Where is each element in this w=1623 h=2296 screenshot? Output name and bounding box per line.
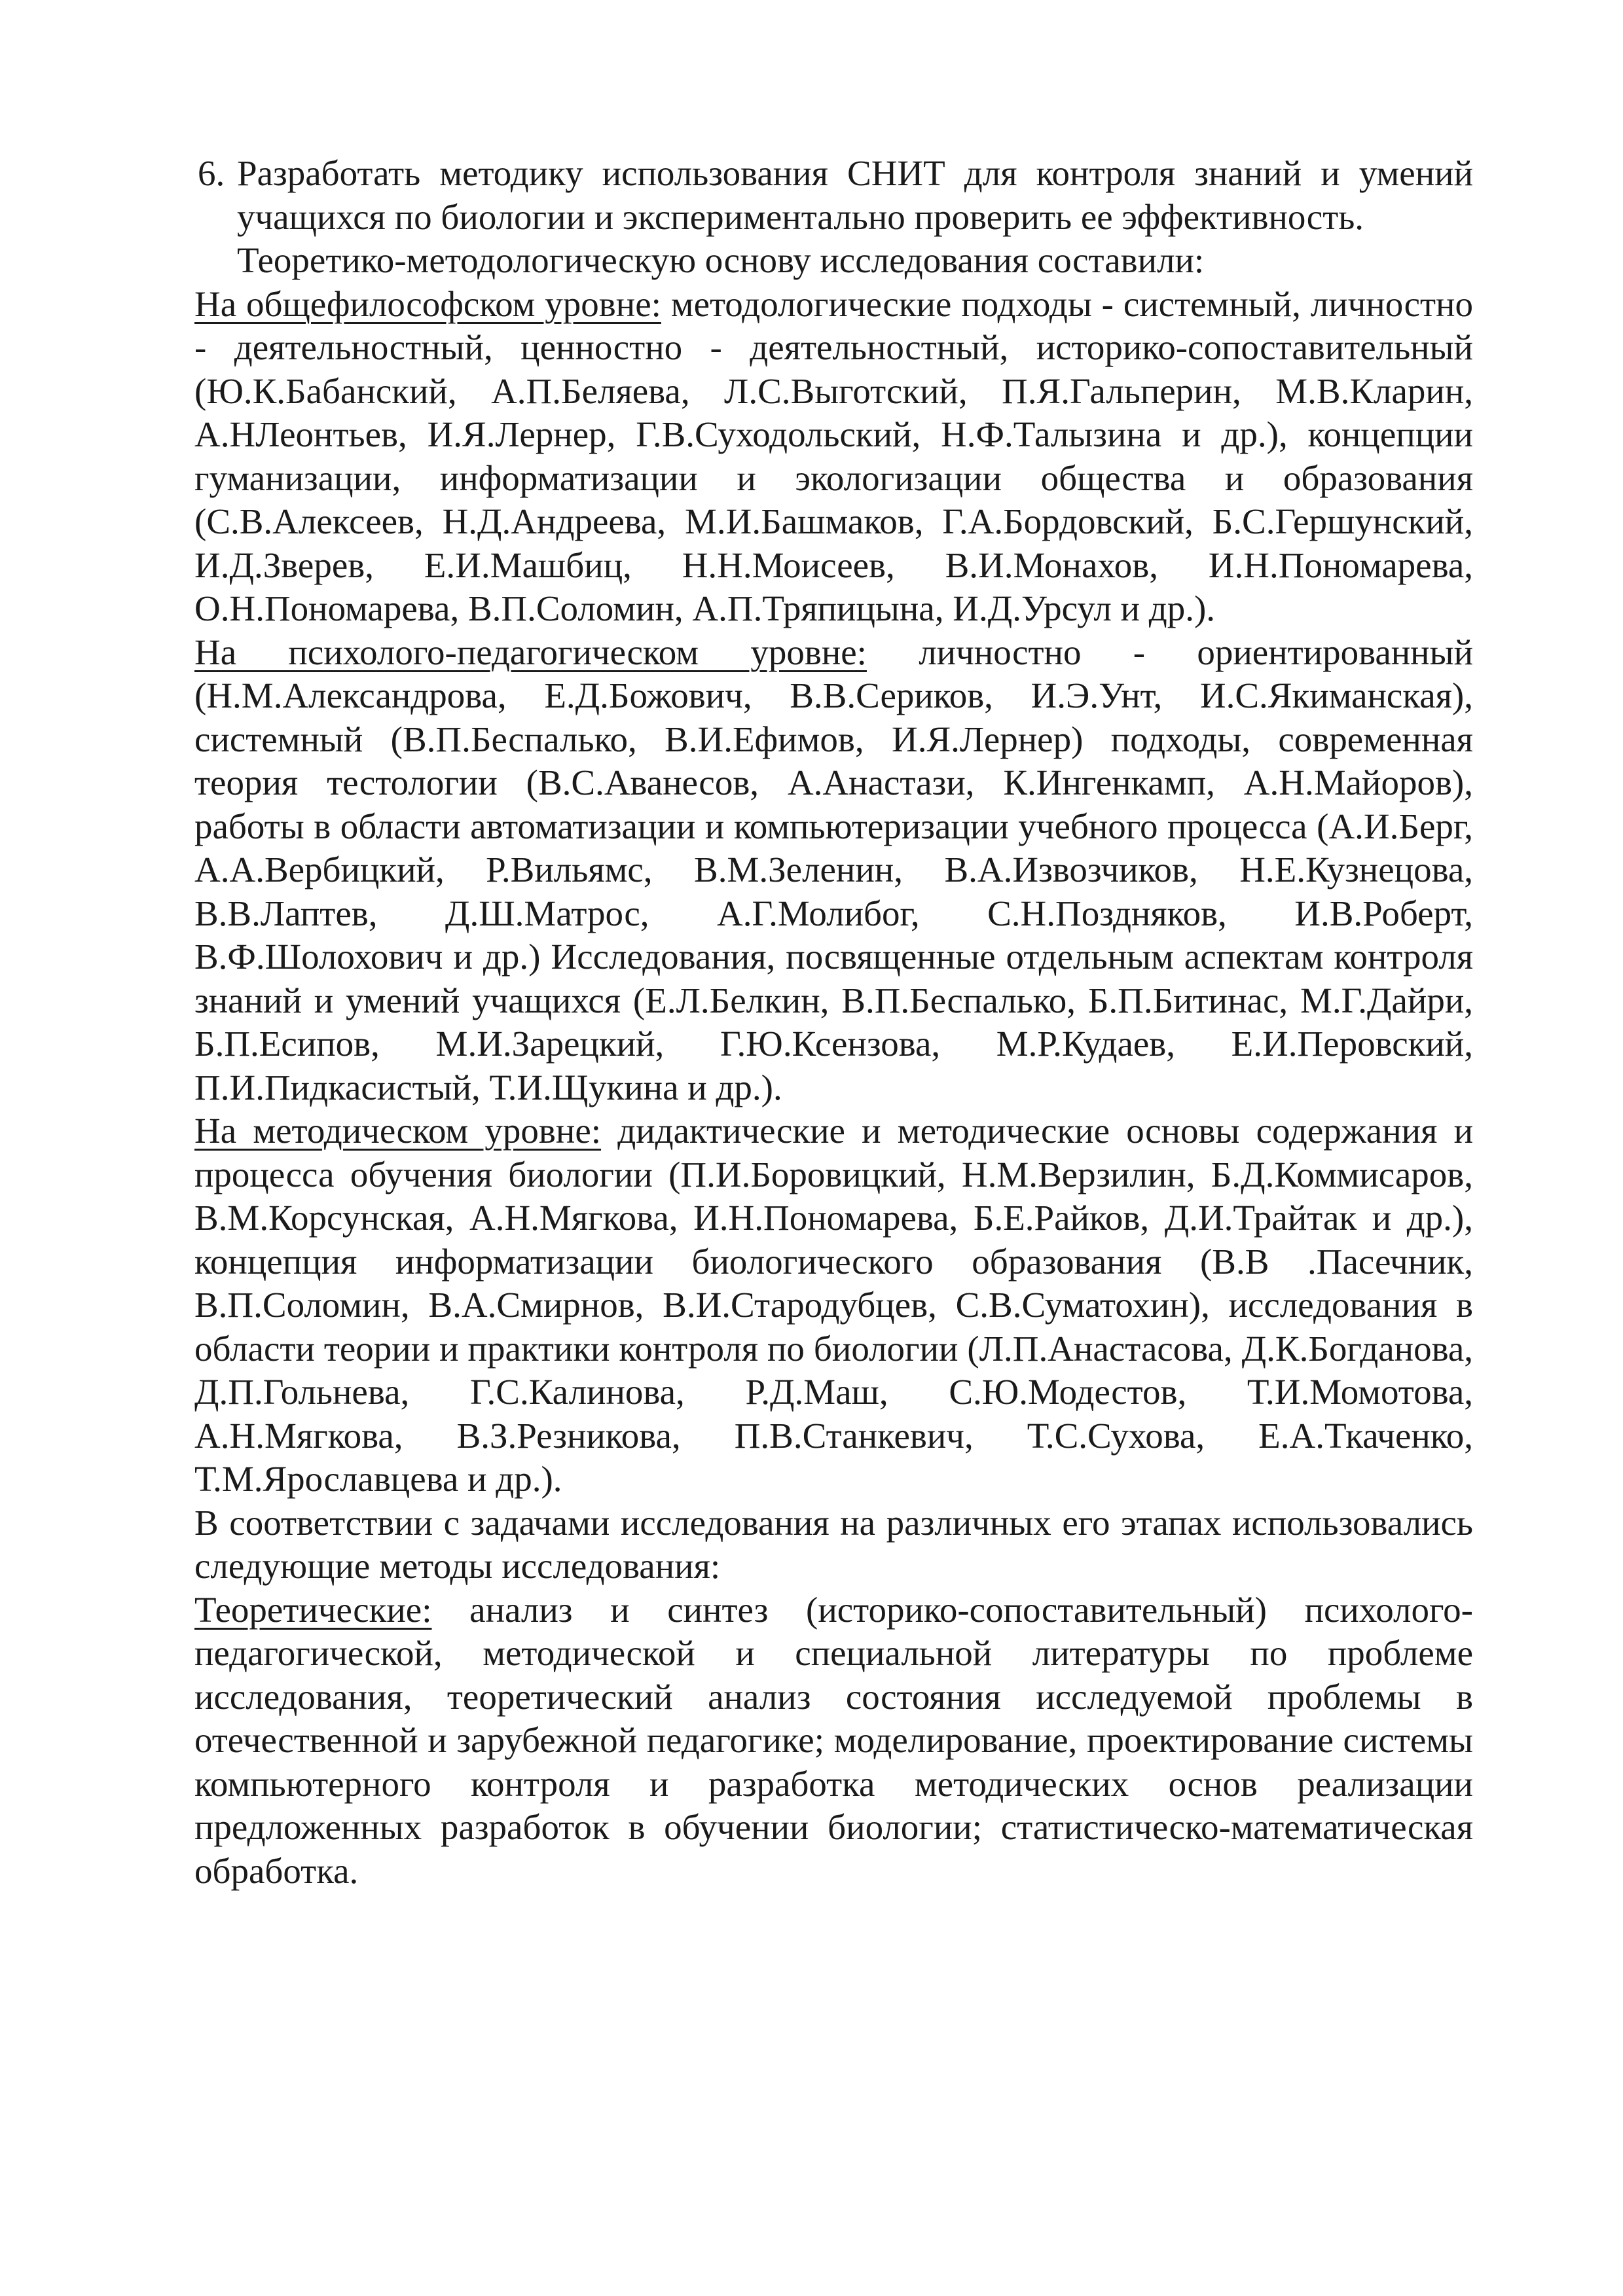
- methods-theoretical: [194, 1588, 1473, 1893]
- level-psych-pedagogical: [194, 631, 1473, 1110]
- level-philosophical-text: методологические подходы - системный, личностно - деятельностный, ценностно - деятельностный, историко-сопоставительный (Ю.К.Бабанский, А.П.Беляева, Л.С.Выготский, П.Я.Гальперин, М.В.Кларин, А.НЛеонтьев, И.Я.Лернер, Г.В.Суходольский, Н.Ф.Талызина и др.), концепции гуманизации, информатизации и экологизации общества и образования (С.В.Алексеев, Н.Д.Андреева, М.И.Башмаков, Г.А.Бордовский, Б.С.Гершунский, И.Д.Зверев, Е.И.Машбиц, Н.Н.Моисеев, В.И.Монахов, И.Н.Пономарева, О.Н.Пономарева, В.П.Соломин, А.П.Тряпицына, И.Д.Урсул и др.).: [194, 283, 1473, 628]
- methods-intro: В соответствии с задачами исследования на различных его этапах использовались следующие методы исследования:: [194, 1502, 1473, 1586]
- level-philosophical-heading: На общефилософском уровне:: [194, 283, 661, 324]
- task-item-text: Разработать методику использования СНИТ для контроля знаний и умений учащихся по биологии и экспериментально проверить ее эффективность.: [237, 153, 1473, 237]
- methods-theoretical-heading: Теоретические:: [194, 1589, 432, 1630]
- level-methodical: [194, 1109, 1473, 1501]
- document-page: [194, 152, 1473, 1893]
- level-philosophical: [194, 283, 1473, 631]
- methods-theoretical-text: анализ и синтез (историко-сопоставительный) психолого-педагогической, методической и специальной литературы по проблеме исследования, теоретический анализ состояния исследуемой проблемы в отечественной и зарубежной педагогике; моделирование, проектирование системы компьютерного контроля и разработка методических основ реализации предложенных разработок в обучении биологии; статистическо-математическая обработка.: [194, 1589, 1473, 1891]
- level-psych-pedagogical-heading: На психолого-педагогическом уровне:: [194, 632, 867, 672]
- level-methodical-heading: На методическом уровне:: [194, 1111, 602, 1151]
- methodology-intro: Теоретико-методологическую основу исследования составили:: [237, 240, 1205, 280]
- level-psych-pedagogical-text: личностно - ориентированный (Н.М.Александрова, Е.Д.Божович, В.В.Сериков, И.Э.Унт, И.С.Якиманская), системный (В.П.Беспалько, В.И.Ефимов, И.Я.Лернер) подходы, современная теория тестологии (В.С.Аванесов, А.Анастази, К.Ингенкамп, А.Н.Майоров), работы в области автоматизации и компьютеризации учебного процесса (А.И.Берг, А.А.Вербицкий, Р.Вильямс, В.М.Зеленин, В.А.Извозчиков, Н.Е.Кузнецова, В.В.Лаптев, Д.Ш.Матрос, А.Г.Молибог, С.Н.Поздняков, И.В.Роберт, В.Ф.Шолохович и др.) Исследования, посвященные отдельным аспектам контроля знаний и умений учащихся (Е.Л.Белкин, В.П.Беспалько, Б.П.Битинас, М.Г.Дайри, Б.П.Есипов, М.И.Зарецкий, Г.Ю.Ксензова, М.Р.Кудаев, Е.И.Перовский, П.И.Пидкасистый, Т.И.Щукина и др.).: [194, 632, 1474, 1107]
- task-item-6: [194, 152, 1473, 239]
- level-methodical-text: дидактические и методические основы содержания и процесса обучения биологии (П.И.Боровицкий, Н.М.Верзилин, Б.Д.Коммисаров, В.М.Корсунская, А.Н.Мягкова, И.Н.Пономарева, Б.Е.Райков, Д.И.Трайтак и др.), концепция информатизации биологического образования (В.В .Пасечник, В.П.Соломин, В.А.Смирнов, В.И.Стародубцев, С.В.Суматохин), исследования в области теории и практики контроля по биологии (Л.П.Анастасова, Д.К.Богданова, Д.П.Гольнева, Г.С.Калинова, Р.Д.Маш, С.Ю.Модестов, Т.И.Момотова, А.Н.Мягкова, В.З.Резникова, П.В.Станкевич, Т.С.Сухова, Е.А.Ткаченко, Т.М.Ярославцева и др.).: [194, 1111, 1474, 1499]
- task-item-number: 6.: [198, 153, 225, 193]
